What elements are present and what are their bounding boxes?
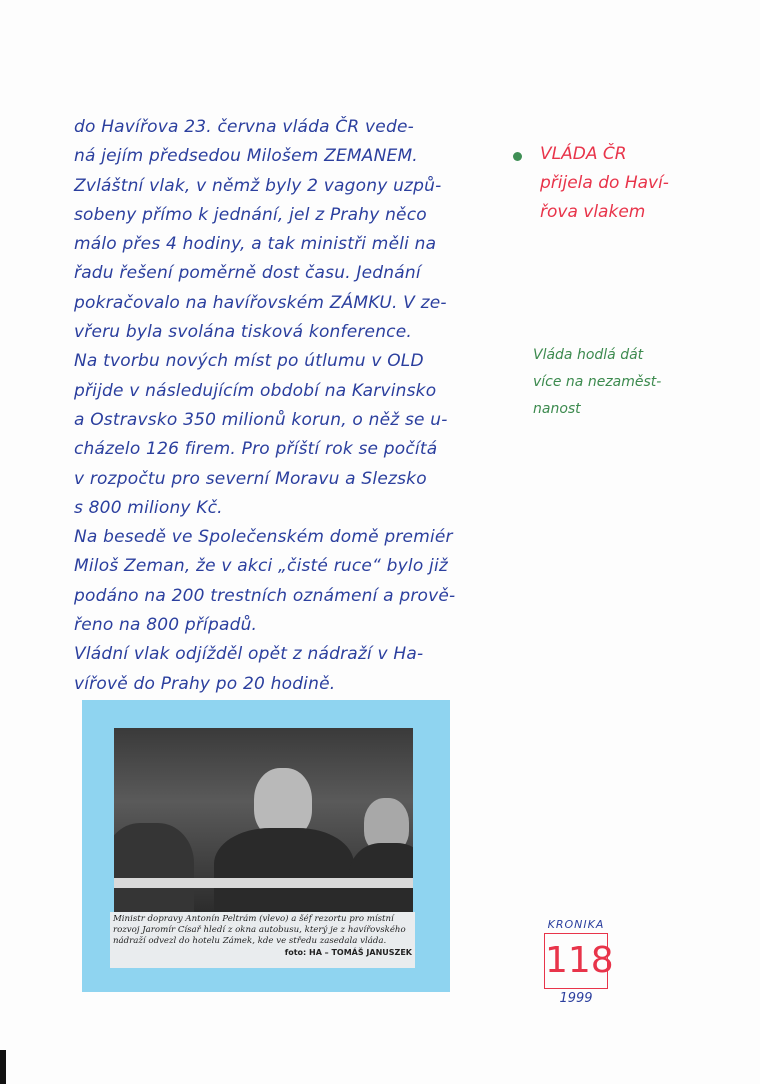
bullet-dot-icon (513, 152, 522, 161)
clipping-photo (114, 728, 413, 912)
caption-text: Ministr dopravy Antonín Peltrám (vlevo) a šéf rezortu pro místní rozvoj Jaromír Císař hledí z okna autobusu, který je z havířovského nádraží odvezl do hotelu Zámek, kde ve středu zasedala vláda. (113, 914, 406, 946)
text-line: s 800 miliony Kč. (74, 497, 223, 518)
text-line: Na tvorbu nových míst po útlumu v OLD (74, 351, 424, 372)
note-line: Vláda hodlá dát (533, 347, 644, 363)
text-line: do Havířova 23. června vláda ČR vede- (74, 117, 414, 137)
text-line: podáno na 200 trestních oznámení a prově- (74, 585, 456, 606)
person-left (114, 823, 194, 912)
text-line: Zvláštní vlak, v němž byly 2 vagony uzpů- (74, 175, 442, 196)
person-center (214, 828, 354, 912)
text-line: sobeny přímo k jednání, jel z Prahy něco (74, 204, 427, 225)
note-line: více na nezaměst- (533, 374, 662, 390)
side-note-red (540, 140, 669, 227)
photo-caption (110, 912, 415, 968)
text-line: Vládní vlak odjížděl opět z nádraží v Ha- (74, 644, 424, 665)
text-line: Miloš Zeman, že v akci „čisté ruce“ bylo již (74, 556, 449, 577)
text-line: přijde v následujícím období na Karvinsko (74, 380, 437, 401)
note-line: přijela do Haví- (540, 173, 669, 193)
note-line: řova vlakem (540, 202, 646, 222)
text-line: ná jejím předsedou Milošem ZEMANEM. (74, 146, 418, 167)
photo-credit: foto: HA – TOMÁŠ JANUSZEK (284, 948, 412, 957)
text-line: řeno na 800 případů. (74, 615, 258, 636)
text-line: Na besedě ve Společenském domě premiér (74, 527, 453, 548)
newspaper-clipping (82, 700, 450, 992)
text-line: pokračovalo na havířovském ZÁMKU. V ze- (74, 292, 447, 313)
text-line: vřeru byla svolána tisková konference. (74, 322, 412, 343)
side-note-green (533, 342, 661, 423)
note-line: VLÁDA ČR (540, 144, 627, 164)
text-line: řadu řešení poměrně dost času. Jednání (74, 263, 421, 284)
text-line: málo přes 4 hodiny, a tak ministři měli na (74, 234, 437, 255)
text-line: v rozpočtu pro severní Moravu a Slezsko (74, 468, 427, 489)
window-frame (114, 878, 413, 888)
note-line: nanost (533, 401, 581, 417)
text-line: vířově do Prahy po 20 hodině. (74, 673, 336, 694)
stamp-label: KRONIKA (547, 918, 605, 931)
page-number: 118 (544, 933, 608, 989)
chronicle-stamp (540, 918, 612, 1006)
handwritten-text (74, 113, 524, 699)
text-line: cházelo 126 firem. Pro příští rok se počítá (74, 439, 438, 460)
stamp-year: 1999 (559, 991, 593, 1006)
scan-edge (0, 1050, 6, 1084)
text-line: a Ostravsko 350 milionů korun, o něž se u- (74, 409, 448, 430)
